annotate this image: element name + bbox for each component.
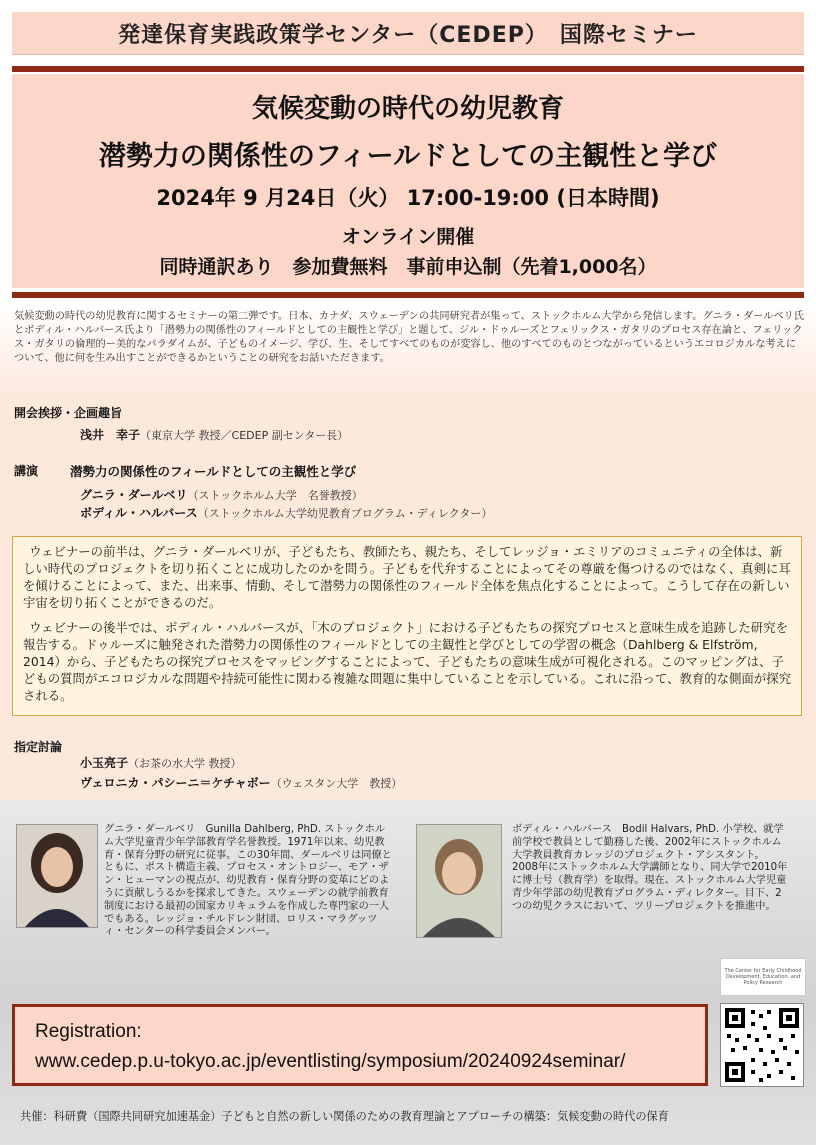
lecture-speaker: ボディル・ハルバース（ストックホルム大学幼児教育プログラム・ディレクター） [80,506,493,520]
abstract-paragraph: ウェビナーの前半は、グニラ・ダールベリが、子どもたち、教師たち、親たち、そしてレッジョ・エミリアのコミュニティの全体は、新しい時代のプロジェクトを切り拓くことに成功したのかを問う。子どもを代弁することによってその尊厳を傷つけるのではなく、真剣に耳を傾けることによって、また、出来事、情動、そして潜勢力の関係性のフィールド全体を焦点化することによって。こうして存在の新しい宇宙を切り拓くことができるのだ。 [23,544,791,610]
lecture-speaker: グニラ・ダールベリ（ストックホルム大学 名誉教授） [80,488,363,502]
top-divider [12,66,804,72]
event-datetime: 2024年 9 月24日（火） 17:00-19:00 (日本時間) [156,186,660,210]
abstract-box [12,536,802,716]
portrait-bodil [416,824,502,938]
event-details: 同時通訳あり 参加費無料 事前申込制（先着1,000名） [159,256,657,278]
footer-note: 共催：科研費（国際共同研究加速基金）子どもと自然の新しい関係のための教育理論とアプローチの構築：気候変動の時代の保育 [20,1110,669,1123]
qr-code-icon [721,1004,803,1086]
title-line-2: 潜勢力の関係性のフィールドとしての主観性と学び [98,141,718,172]
registration-url[interactable]: www.cedep.p.u-tokyo.ac.jp/eventlisting/symposium/20240924seminar/ [35,1051,626,1072]
portrait-gunilla [16,824,98,928]
event-banner: 発達保育実践政策学センター（CEDEP） 国際セミナー [12,12,804,55]
bio-bodil: ボディル・ハルバース Bodil Halvars, PhD. 小学校、就学前学校で教員として勤務した後、2002年にストックホルム大学教員教育カレッジのプロジェクト・アシスタント。2008年にストックホルム大学講師となり、同大学で2010年に博士号（教育学）を取得。現在、ストックホルム大学児童青少年学部の幼児教育プログラム・ディレクター。目下、2つの幼児クラスにおいて、ツリープロジェクトを推進中。 [512,824,788,912]
person-icon [17,825,97,927]
discussant: 小玉亮子（お茶の水大学 教授） [80,756,242,770]
intro-text: 気候変動の時代の幼児教育に関するセミナーの第二弾です。日本、カナダ、スウェーデンの共同研究者が集って、ストックホルム大学から発信します。グニラ・ダールベリ氏とボディル・ハルバース氏より「潜勢力の関係性のフィールドとしての主観性と学び」と題して、ジル・ドゥルーズとフェリックス・ガタリのプロセス存在論と、フェリックス・ガタリの倫理的ー美的なパラダイムが、子どものイメージ、学び、生、そしてすべてのものが変容し、他のすべてのものとつながっているというエコロジカルな考えについて、他に何を生み出すことができるかということの研究をお話いただきます。 [14,311,804,364]
discussant: ヴェロニカ・パシーニ＝ケチャボー（ウェスタン大学 教授） [80,776,403,790]
opening-label: 開会挨拶・企画趣旨 [14,406,123,420]
event-format: オンライン開催 [341,226,475,248]
title-line-1: 気候変動の時代の幼児教育 [251,94,564,124]
registration-label: Registration: [35,1021,142,1042]
title-block [12,74,804,288]
lecture-label: 講演 [14,464,39,478]
discussion-label: 指定討論 [14,740,63,754]
bottom-divider [12,292,804,298]
opening-speaker: 浅井 幸子（東京大学 教授／CEDEP 副センター長） [80,428,349,442]
cedep-logo: The Center for Early Childhood Development, Education, and Policy Research [720,958,806,996]
registration-box [12,1004,708,1086]
person-icon [417,825,501,937]
abstract-paragraph: ウェビナーの後半では、ボディル・ハルバースが、「木のプロジェクト」における子どもたちの探究プロセスと意味生成を追跡した研究を報告する。ドゥルーズに触発された潜勢力の関係性のフィールドとしての主観性と学びとしての学習の概念（Dahlberg & Elfström, 2014）から、子どもたちの探究プロセスをマッピングすることによって、子どもたちの意味生成が可視化される。このマッピングは、子どもの質問がエコロジカルな問題や持続可能性に関わる複雑な問題に集中していることを示している。これに沿って、教育的な側面が探究される。 [23,620,791,703]
lecture-title: 潜勢力の関係性のフィールドとしての主観性と学び [70,464,357,479]
qr-code[interactable] [720,1003,804,1087]
bio-gunilla: グニラ・ダールベリ Gunilla Dahlberg, PhD. ストックホルム大学児童青少年学部教育学名誉教授。1971年以来、幼児教育・保育分野の研究に従事。この30年間、ダールベリは同僚とともに、ポスト構造主義、プロセス・オントロジー、モア・ザン・ヒューマンの視点が、幼児教育・保育分野の変革にどのように貢献しうるかを探求してきた。スウェーデンの就学前教育制度における最初の国家カリキュラムを作成した専門家の一人でもある。レッジョ・チルドレン財団、ロリス・マラグッツィ・センターの科学委員会メンバー。 [104,824,392,938]
